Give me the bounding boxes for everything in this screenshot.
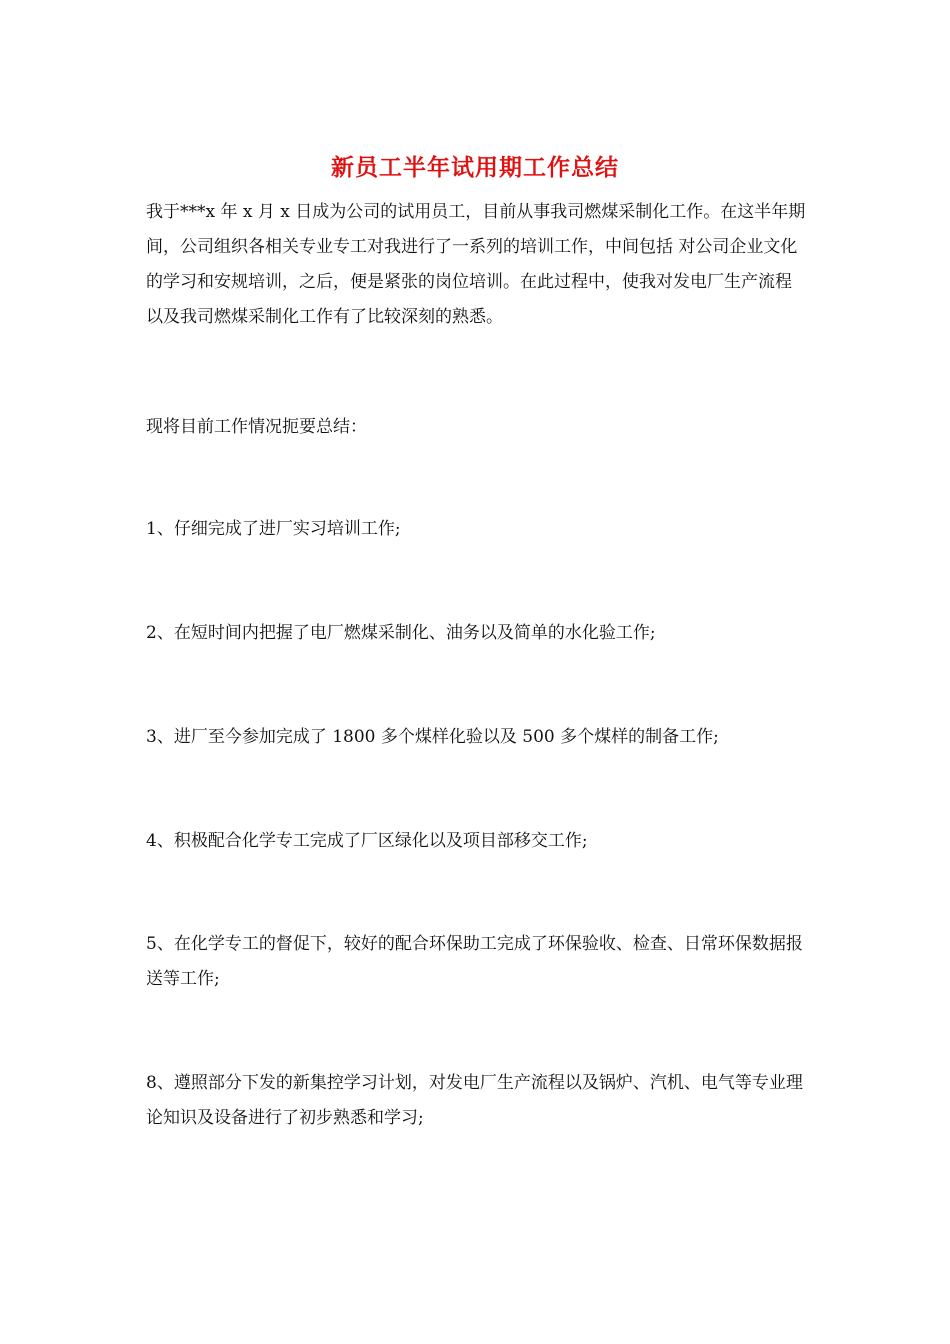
list-item: 5、在化学专工的督促下，较好的配合环保助工完成了环保验收、检查、日常环保数据报送等工作; [146,934,803,989]
intro-paragraph: 我于***x 年 x 月 x 日成为公司的试用员工，目前从事我司燃煤采制化工作。在这半年期间，公司组织各相关专业专工对我进行了一系列的培训工作，中间包括 对公司企业文化的学习和安规培训，之后，便是紧张的岗位培训。在此过程中，使我对发电厂生产流程以及我司燃煤采制化工作有了比较深刻的熟悉。 [146,202,806,327]
list-item: 1、仔细完成了进厂实习培训工作; [146,519,401,539]
document-title: 新员工半年试用期工作总结 [331,155,619,181]
list-item: 8、遵照部分下发的新集控学习计划，对发电厂生产流程以及锅炉、汽机、电气等专业理论知识及设备进行了初步熟悉和学习; [146,1073,803,1128]
list-item: 4、积极配合化学专工完成了厂区绿化以及项目部移交工作; [146,831,588,851]
summary-lead: 现将目前工作情况扼要总结： [146,417,367,437]
list-item: 2、在短时间内把握了电厂燃煤采制化、油务以及简单的水化验工作; [146,623,656,643]
list-item: 3、进厂至今参加完成了 1800 多个煤样化验以及 500 多个煤样的制备工作; [146,727,719,747]
